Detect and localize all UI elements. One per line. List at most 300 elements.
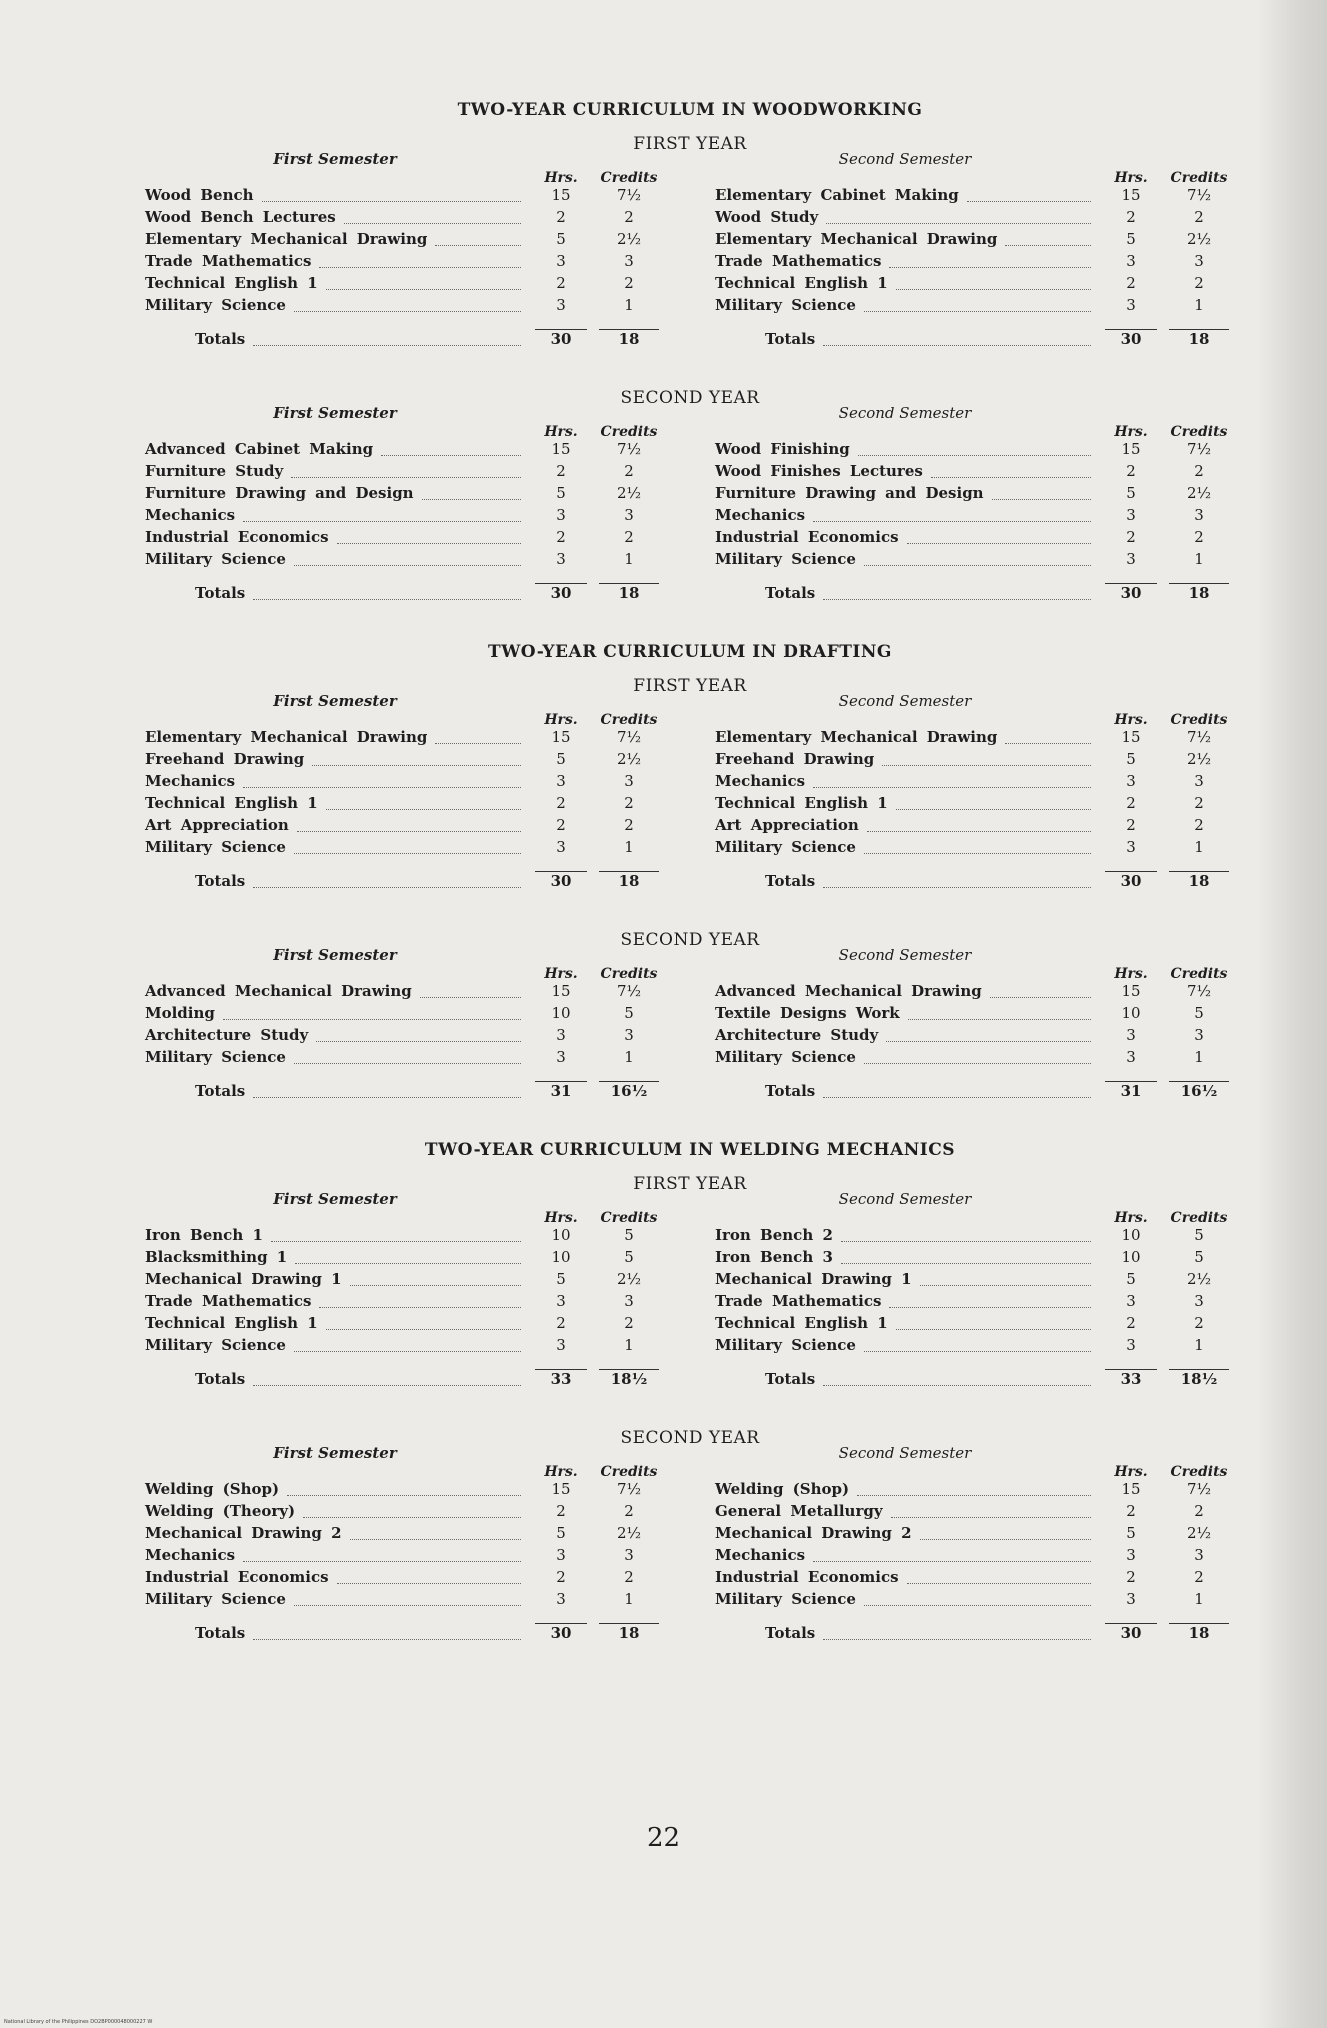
course-row bbox=[715, 528, 1235, 550]
course-hours: 2 bbox=[556, 1502, 566, 1520]
dot-leader bbox=[326, 1319, 521, 1330]
course-hours: 3 bbox=[556, 252, 566, 270]
total-credits: 16½ bbox=[1180, 1082, 1218, 1100]
course-row bbox=[715, 462, 1235, 484]
dot-leader bbox=[435, 235, 521, 246]
course-row bbox=[145, 1004, 665, 1026]
course-name: Elementary Mechanical Drawing bbox=[715, 728, 998, 746]
dot-leader bbox=[823, 1629, 1091, 1640]
course-name: Military Science bbox=[715, 296, 856, 314]
course-hours: 3 bbox=[1126, 550, 1136, 568]
course-hours: 3 bbox=[556, 1292, 566, 1310]
course-hours: 2 bbox=[1126, 1568, 1136, 1586]
course-row bbox=[145, 1568, 665, 1590]
semesters bbox=[145, 1190, 1235, 1392]
rule-credits bbox=[599, 1070, 659, 1082]
course-name: Technical English 1 bbox=[715, 1314, 888, 1332]
course-hours: 2 bbox=[1126, 274, 1136, 292]
dot-leader bbox=[337, 533, 521, 544]
total-credits: 18½ bbox=[1180, 1370, 1218, 1388]
course-credits: 1 bbox=[1194, 550, 1204, 568]
totals-row bbox=[145, 872, 665, 894]
course-name: Freehand Drawing bbox=[715, 750, 875, 768]
credits-header: Credits bbox=[600, 424, 658, 440]
credits-header: Credits bbox=[600, 1210, 658, 1226]
course-credits: 7½ bbox=[616, 728, 642, 746]
course-credits: 1 bbox=[624, 1590, 634, 1608]
dot-leader bbox=[294, 555, 521, 566]
course-name: Military Science bbox=[715, 550, 856, 568]
course-name: Mechanical Drawing 2 bbox=[715, 1524, 912, 1542]
course-hours: 15 bbox=[1121, 186, 1141, 204]
column-headers bbox=[145, 966, 665, 982]
credits-header: Credits bbox=[600, 170, 658, 186]
course-credits: 2½ bbox=[616, 1524, 642, 1542]
course-credits: 3 bbox=[1194, 772, 1204, 790]
dot-leader bbox=[896, 279, 1091, 290]
dot-leader bbox=[908, 1009, 1091, 1020]
rule-hrs bbox=[535, 318, 587, 330]
dot-leader bbox=[841, 1231, 1091, 1242]
semester-label: Second Semester bbox=[838, 946, 972, 964]
total-rules bbox=[145, 1358, 665, 1370]
course-row bbox=[145, 1292, 665, 1314]
course-name: Mechanics bbox=[715, 772, 806, 790]
dot-leader bbox=[350, 1275, 521, 1286]
dot-leader bbox=[291, 467, 521, 478]
course-hours: 3 bbox=[1126, 1336, 1136, 1354]
rule-hrs bbox=[1105, 1612, 1157, 1624]
dot-leader bbox=[253, 335, 521, 346]
course-row bbox=[715, 750, 1235, 772]
course-name: Military Science bbox=[715, 1590, 856, 1608]
dot-leader bbox=[813, 1551, 1091, 1562]
course-hours: 15 bbox=[1121, 728, 1141, 746]
course-credits: 2½ bbox=[616, 750, 642, 768]
total-credits: 18 bbox=[618, 584, 640, 602]
dot-leader bbox=[326, 799, 521, 810]
hrs-header: Hrs. bbox=[1114, 1210, 1148, 1226]
course-name: Military Science bbox=[715, 1336, 856, 1354]
course-credits: 2 bbox=[624, 816, 634, 834]
semester-label: First Semester bbox=[273, 150, 397, 168]
totals-row bbox=[145, 584, 665, 606]
first-semester bbox=[145, 1444, 665, 1646]
column-headers bbox=[145, 1464, 665, 1480]
course-hours: 15 bbox=[1121, 982, 1141, 1000]
rule-hrs bbox=[1105, 1070, 1157, 1082]
course-row bbox=[715, 1480, 1235, 1502]
hrs-header: Hrs. bbox=[544, 712, 578, 728]
dot-leader bbox=[381, 445, 521, 456]
semester-label: Second Semester bbox=[838, 1444, 972, 1462]
dot-leader bbox=[1005, 733, 1091, 744]
column-headers bbox=[145, 424, 665, 440]
course-name: Advanced Cabinet Making bbox=[145, 440, 374, 458]
dot-leader bbox=[253, 1087, 521, 1098]
page-edge-shadow bbox=[1257, 0, 1327, 2028]
rule-credits bbox=[599, 1358, 659, 1370]
course-hours: 2 bbox=[1126, 816, 1136, 834]
semesters bbox=[145, 404, 1235, 606]
course-row bbox=[715, 1314, 1235, 1336]
dot-leader bbox=[920, 1275, 1091, 1286]
course-name: Furniture Study bbox=[145, 462, 284, 480]
total-hours: 33 bbox=[1120, 1370, 1142, 1388]
course-name: Welding (Shop) bbox=[715, 1480, 850, 1498]
year-block bbox=[145, 1428, 1235, 1646]
course-row bbox=[145, 274, 665, 296]
dot-leader bbox=[271, 1231, 521, 1242]
column-headers bbox=[145, 170, 665, 186]
total-hours: 30 bbox=[550, 1624, 572, 1642]
curriculum-title: TWO-YEAR CURRICULUM IN WELDING MECHANICS bbox=[424, 1140, 956, 1160]
rule-credits bbox=[1169, 1070, 1229, 1082]
credits-header: Credits bbox=[1170, 966, 1228, 982]
course-hours: 3 bbox=[1126, 838, 1136, 856]
course-hours: 15 bbox=[1121, 1480, 1141, 1498]
dot-leader bbox=[886, 1031, 1091, 1042]
course-credits: 3 bbox=[1194, 1026, 1204, 1044]
semesters bbox=[145, 692, 1235, 894]
course-row bbox=[145, 208, 665, 230]
dot-leader bbox=[253, 589, 521, 600]
first-semester bbox=[145, 946, 665, 1104]
hrs-header: Hrs. bbox=[544, 966, 578, 982]
course-name: Welding (Theory) bbox=[145, 1502, 296, 1520]
hrs-header: Hrs. bbox=[544, 1464, 578, 1480]
totals-row bbox=[715, 330, 1235, 352]
course-name: Molding bbox=[145, 1004, 215, 1022]
course-name: Advanced Mechanical Drawing bbox=[145, 982, 412, 1000]
dot-leader bbox=[243, 1551, 521, 1562]
column-headers bbox=[715, 966, 1235, 982]
course-name: Military Science bbox=[145, 1590, 286, 1608]
course-credits: 5 bbox=[1194, 1248, 1204, 1266]
course-credits: 2 bbox=[1194, 208, 1204, 226]
course-credits: 1 bbox=[624, 1336, 634, 1354]
dot-leader bbox=[864, 301, 1091, 312]
course-hours: 3 bbox=[1126, 1026, 1136, 1044]
course-row bbox=[715, 296, 1235, 318]
course-hours: 10 bbox=[551, 1004, 571, 1022]
dot-leader bbox=[295, 1253, 521, 1264]
dot-leader bbox=[319, 257, 521, 268]
dot-leader bbox=[303, 1507, 521, 1518]
total-hours: 30 bbox=[1120, 584, 1142, 602]
rule-hrs bbox=[1105, 572, 1157, 584]
course-hours: 2 bbox=[556, 816, 566, 834]
totals-row bbox=[145, 1370, 665, 1392]
course-row bbox=[715, 1502, 1235, 1524]
course-credits: 2½ bbox=[1186, 1524, 1212, 1542]
semester-label: Second Semester bbox=[838, 404, 972, 422]
course-credits: 2 bbox=[1194, 462, 1204, 480]
course-row bbox=[715, 1226, 1235, 1248]
dot-leader bbox=[891, 1507, 1091, 1518]
course-credits: 2 bbox=[1194, 1568, 1204, 1586]
course-credits: 2 bbox=[1194, 274, 1204, 292]
course-credits: 2 bbox=[624, 794, 634, 812]
totals-label: Totals bbox=[765, 584, 816, 602]
course-credits: 1 bbox=[1194, 1590, 1204, 1608]
rule-credits bbox=[599, 1612, 659, 1624]
total-hours: 30 bbox=[1120, 330, 1142, 348]
year-block bbox=[145, 676, 1235, 894]
course-name: Technical English 1 bbox=[715, 794, 888, 812]
course-row bbox=[145, 1336, 665, 1358]
dot-leader bbox=[857, 1485, 1091, 1496]
course-hours: 3 bbox=[556, 772, 566, 790]
course-name: Elementary Mechanical Drawing bbox=[145, 728, 428, 746]
column-headers bbox=[715, 424, 1235, 440]
course-hours: 5 bbox=[1126, 230, 1136, 248]
course-row bbox=[145, 1270, 665, 1292]
course-hours: 10 bbox=[1121, 1248, 1141, 1266]
credits-header: Credits bbox=[600, 712, 658, 728]
course-credits: 1 bbox=[1194, 296, 1204, 314]
course-name: Industrial Economics bbox=[145, 528, 329, 546]
course-name: Mechanics bbox=[715, 1546, 806, 1564]
dot-leader bbox=[262, 191, 521, 202]
course-name: Mechanics bbox=[145, 506, 236, 524]
course-credits: 3 bbox=[1194, 506, 1204, 524]
course-credits: 2½ bbox=[616, 484, 642, 502]
totals-label: Totals bbox=[765, 872, 816, 890]
course-credits: 2 bbox=[624, 208, 634, 226]
course-credits: 2½ bbox=[1186, 230, 1212, 248]
course-hours: 3 bbox=[556, 1048, 566, 1066]
hrs-header: Hrs. bbox=[1114, 712, 1148, 728]
dot-leader bbox=[889, 257, 1091, 268]
total-rules bbox=[145, 1612, 665, 1624]
course-name: Trade Mathematics bbox=[715, 252, 882, 270]
course-hours: 3 bbox=[1126, 506, 1136, 524]
dot-leader bbox=[422, 489, 521, 500]
total-hours: 30 bbox=[1120, 1624, 1142, 1642]
rule-credits bbox=[599, 318, 659, 330]
dot-leader bbox=[907, 1573, 1091, 1584]
course-row bbox=[145, 1502, 665, 1524]
page-number: 22 bbox=[646, 1823, 681, 1853]
course-name: Mechanical Drawing 1 bbox=[715, 1270, 912, 1288]
total-rules bbox=[145, 572, 665, 584]
course-hours: 5 bbox=[1126, 484, 1136, 502]
dot-leader bbox=[864, 843, 1091, 854]
dot-leader bbox=[312, 755, 521, 766]
course-name: Welding (Shop) bbox=[145, 1480, 280, 1498]
course-row bbox=[145, 1048, 665, 1070]
dot-leader bbox=[864, 1341, 1091, 1352]
totals-row bbox=[715, 872, 1235, 894]
dot-leader bbox=[823, 1087, 1091, 1098]
dot-leader bbox=[990, 987, 1091, 998]
course-row bbox=[145, 1248, 665, 1270]
course-credits: 7½ bbox=[616, 982, 642, 1000]
dot-leader bbox=[813, 777, 1091, 788]
course-name: Mechanics bbox=[145, 1546, 236, 1564]
column-headers bbox=[715, 170, 1235, 186]
dot-leader bbox=[344, 213, 521, 224]
first-semester bbox=[145, 1190, 665, 1392]
course-row bbox=[145, 794, 665, 816]
course-row bbox=[715, 794, 1235, 816]
total-credits: 18 bbox=[1188, 584, 1210, 602]
dot-leader bbox=[297, 821, 521, 832]
course-credits: 3 bbox=[624, 1546, 634, 1564]
course-hours: 3 bbox=[556, 550, 566, 568]
course-hours: 3 bbox=[1126, 296, 1136, 314]
dot-leader bbox=[823, 877, 1091, 888]
course-credits: 5 bbox=[624, 1248, 634, 1266]
totals-row bbox=[145, 1624, 665, 1646]
credits-header: Credits bbox=[1170, 1210, 1228, 1226]
total-hours: 33 bbox=[550, 1370, 572, 1388]
totals-label: Totals bbox=[765, 330, 816, 348]
course-hours: 5 bbox=[556, 750, 566, 768]
course-name: Technical English 1 bbox=[715, 274, 888, 292]
course-hours: 3 bbox=[556, 506, 566, 524]
second-semester bbox=[715, 1190, 1235, 1392]
dot-leader bbox=[967, 191, 1091, 202]
semesters bbox=[145, 150, 1235, 352]
second-semester bbox=[715, 1444, 1235, 1646]
course-row bbox=[715, 1270, 1235, 1292]
total-rules bbox=[145, 1070, 665, 1082]
course-row bbox=[145, 462, 665, 484]
semester-label: Second Semester bbox=[838, 1190, 972, 1208]
course-name: Furniture Drawing and Design bbox=[715, 484, 984, 502]
totals-row bbox=[715, 584, 1235, 606]
dot-leader bbox=[867, 821, 1091, 832]
course-hours: 2 bbox=[1126, 794, 1136, 812]
course-credits: 3 bbox=[624, 1292, 634, 1310]
course-credits: 3 bbox=[624, 772, 634, 790]
column-headers bbox=[145, 1210, 665, 1226]
rule-credits bbox=[1169, 572, 1229, 584]
course-credits: 2 bbox=[624, 528, 634, 546]
total-credits: 18 bbox=[618, 872, 640, 890]
dot-leader bbox=[294, 1341, 521, 1352]
course-name: Trade Mathematics bbox=[145, 252, 312, 270]
dot-leader bbox=[896, 1319, 1091, 1330]
course-name: Military Science bbox=[145, 1048, 286, 1066]
rule-hrs bbox=[1105, 860, 1157, 872]
course-hours: 2 bbox=[1126, 462, 1136, 480]
course-row bbox=[715, 1336, 1235, 1358]
dot-leader bbox=[858, 445, 1091, 456]
course-hours: 3 bbox=[1126, 1590, 1136, 1608]
course-credits: 2 bbox=[624, 1568, 634, 1586]
course-name: Architecture Study bbox=[715, 1026, 879, 1044]
dot-leader bbox=[864, 1595, 1091, 1606]
total-rules bbox=[715, 1070, 1235, 1082]
dot-leader bbox=[294, 843, 521, 854]
course-name: Military Science bbox=[715, 1048, 856, 1066]
total-credits: 18 bbox=[1188, 872, 1210, 890]
semester-label: First Semester bbox=[273, 1444, 397, 1462]
dot-leader bbox=[864, 555, 1091, 566]
course-hours: 3 bbox=[556, 1590, 566, 1608]
year-title: SECOND YEAR bbox=[620, 1428, 760, 1448]
course-row bbox=[715, 208, 1235, 230]
course-credits: 1 bbox=[624, 550, 634, 568]
total-hours: 31 bbox=[550, 1082, 572, 1100]
course-hours: 5 bbox=[556, 484, 566, 502]
course-credits: 5 bbox=[1194, 1226, 1204, 1244]
course-credits: 7½ bbox=[616, 440, 642, 458]
course-row bbox=[145, 1546, 665, 1568]
semesters bbox=[145, 1444, 1235, 1646]
column-headers bbox=[715, 712, 1235, 728]
course-hours: 15 bbox=[551, 1480, 571, 1498]
course-hours: 10 bbox=[551, 1226, 571, 1244]
course-name: Textile Designs Work bbox=[715, 1004, 900, 1022]
second-semester bbox=[715, 150, 1235, 352]
dot-leader bbox=[326, 279, 521, 290]
course-name: Wood Finishing bbox=[715, 440, 850, 458]
course-credits: 7½ bbox=[1186, 728, 1212, 746]
dot-leader bbox=[316, 1031, 521, 1042]
course-credits: 2½ bbox=[1186, 750, 1212, 768]
semester-label: Second Semester bbox=[838, 692, 972, 710]
course-row bbox=[145, 816, 665, 838]
course-hours: 2 bbox=[556, 462, 566, 480]
total-hours: 30 bbox=[550, 584, 572, 602]
total-rules bbox=[145, 318, 665, 330]
course-hours: 5 bbox=[1126, 1524, 1136, 1542]
dot-leader bbox=[823, 589, 1091, 600]
course-row bbox=[715, 484, 1235, 506]
dot-leader bbox=[253, 877, 521, 888]
course-name: Wood Bench Lectures bbox=[145, 208, 336, 226]
dot-leader bbox=[813, 511, 1091, 522]
dot-leader bbox=[294, 1053, 521, 1064]
course-credits: 7½ bbox=[1186, 982, 1212, 1000]
course-hours: 5 bbox=[556, 1524, 566, 1542]
curriculum-page bbox=[145, 100, 1235, 1682]
column-headers bbox=[715, 1210, 1235, 1226]
dot-leader bbox=[864, 1053, 1091, 1064]
hrs-header: Hrs. bbox=[544, 424, 578, 440]
totals-row bbox=[145, 330, 665, 352]
course-credits: 1 bbox=[1194, 1336, 1204, 1354]
rule-credits bbox=[599, 572, 659, 584]
column-headers bbox=[715, 1464, 1235, 1480]
course-hours: 5 bbox=[1126, 750, 1136, 768]
course-hours: 3 bbox=[556, 1546, 566, 1564]
year-block bbox=[145, 134, 1235, 352]
course-row bbox=[145, 1226, 665, 1248]
course-row bbox=[715, 506, 1235, 528]
course-name: Wood Bench bbox=[145, 186, 254, 204]
course-name: Military Science bbox=[145, 1336, 286, 1354]
footer-note: National Library of the Philippines DO2BP000048000227 W bbox=[4, 2019, 153, 2025]
total-rules bbox=[715, 1358, 1235, 1370]
hrs-header: Hrs. bbox=[1114, 424, 1148, 440]
course-row bbox=[145, 1524, 665, 1546]
second-semester bbox=[715, 946, 1235, 1104]
course-hours: 3 bbox=[1126, 1048, 1136, 1066]
credits-header: Credits bbox=[600, 1464, 658, 1480]
course-name: Technical English 1 bbox=[145, 1314, 318, 1332]
rule-credits bbox=[1169, 318, 1229, 330]
course-row bbox=[715, 1248, 1235, 1270]
course-hours: 2 bbox=[556, 208, 566, 226]
curriculum-title: TWO-YEAR CURRICULUM IN WOODWORKING bbox=[457, 100, 923, 120]
dot-leader bbox=[420, 987, 521, 998]
dot-leader bbox=[920, 1529, 1091, 1540]
